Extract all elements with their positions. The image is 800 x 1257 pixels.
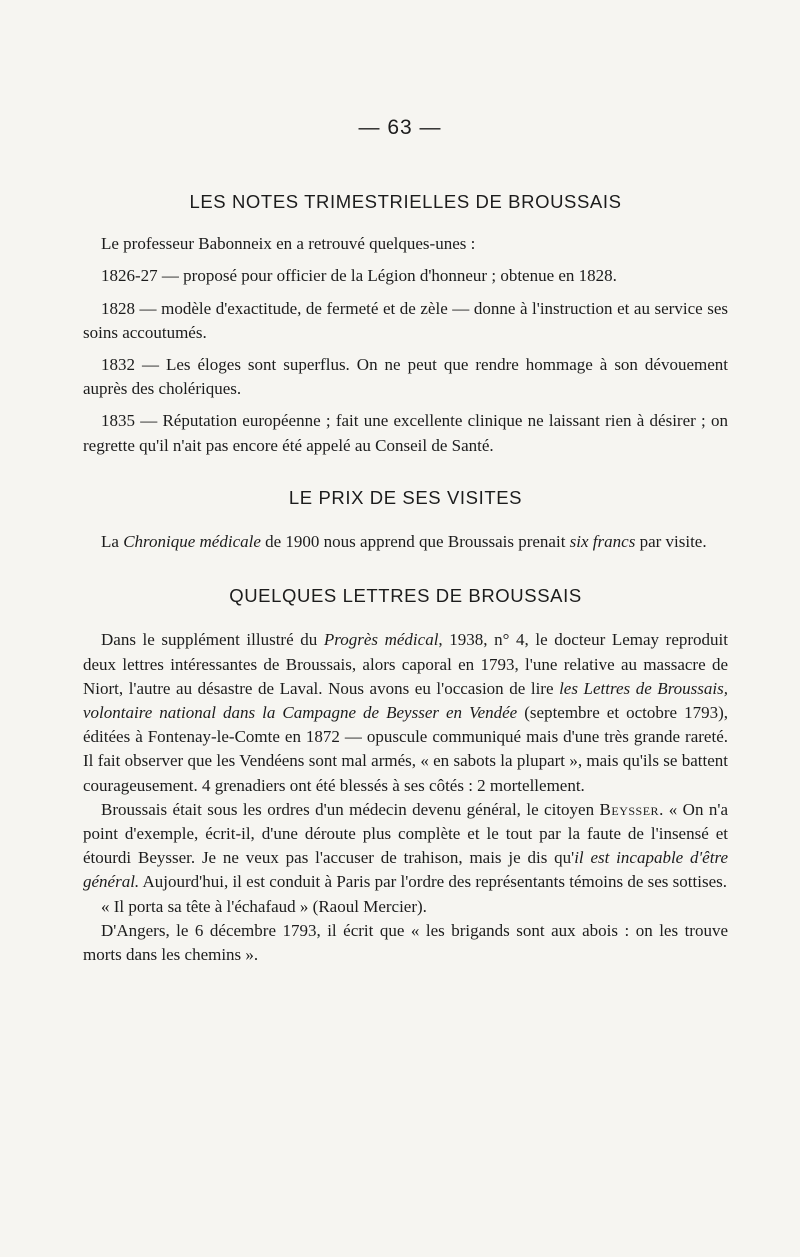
paragraph-supplement xyxy=(83,628,728,797)
page-body xyxy=(83,180,728,967)
paragraph-entry-1828: 1828 — modèle d'exactitude, de fermeté et de zèle — donne à l'instruction et au service ses soins accoutumés. xyxy=(83,298,728,342)
text-run: par visite. xyxy=(635,532,707,552)
paragraph-entry-1826: 1826-27 — proposé pour officier de la Légion d'honneur ; obtenue en 1828. xyxy=(101,266,617,286)
paragraph-entry-1835: 1835 — Réputation européenne ; fait une excellente clinique ne laissant rien à désirer ; on regrette qu'il n'ait pas encore été appelé au Conseil de Santé. xyxy=(83,411,728,455)
name-beysser: Beysser xyxy=(599,799,660,819)
page-number: — 63 — xyxy=(358,116,442,139)
text-run: Aujourd'hui, il est conduit à Paris par l'ordre des représentants témoins de ses sottises. xyxy=(139,872,727,892)
paragraph-intro: Le professeur Babonneix en a retrouvé quelques-unes : xyxy=(101,234,476,254)
text-run: (septembre et octobre 1793), éditées à Fontenay-le-Comte en 1872 — opuscule communiqué mais d'une très grande rareté. Il fait observer que les Vendéens sont mal armés, « en sabots la plupart », mais qu'ils se battent courageusement. 4 grenadiers ont été blessés à ses côtés : 2 mortellement. xyxy=(83,703,728,795)
paragraph-entry-1832: 1832 — Les éloges sont superflus. On ne peut que rendre hommage à son dévouement auprès des cholériques. xyxy=(83,355,728,399)
text-run: Broussais était sous les ordres d'un médecin devenu général, le citoyen xyxy=(101,799,600,819)
section-heading-prix: LE PRIX DE SES VISITES xyxy=(288,486,523,508)
section-heading-notes: LES NOTES TRIMESTRIELLES DE BROUSSAIS xyxy=(189,191,622,212)
text-run: La xyxy=(101,532,124,552)
text-run: , 1938, n° 4, le docteur Lemay reproduit deux lettres intéressantes de Broussais, alors caporal en 1793, l'une relative au massacre de Niort, l'autre au désastre de Laval. Nous avons eu l'occasion de lire xyxy=(83,630,728,698)
title-progres-medical: Progrès médical xyxy=(323,630,439,650)
text-run: Dans le supplément illustré du xyxy=(101,630,324,650)
paragraph-beysser xyxy=(83,798,728,895)
section-heading-lettres: QUELQUES LETTRES DE BROUSSAIS xyxy=(229,585,582,607)
text-run: de 1900 nous apprend que Broussais prenait xyxy=(260,532,570,552)
paragraph-chronique xyxy=(83,530,728,554)
text-run: . « On n'a point d'exemple, écrit-il, d'une déroute plus complète et le tout par la faute de l'insensé et étourdi Beysser. Je ne veux pas l'accuser de trahison, mais je dis qu' xyxy=(83,799,728,868)
title-chronique-medicale: Chronique médicale xyxy=(123,532,261,552)
paragraph-echafaud: « Il porta sa tête à l'échafaud » (Raoul Mercier). xyxy=(101,896,427,916)
title-lettres-de-broussais: les Lettres de Broussais, volontaire national dans la Campagne de Beysser en Vendée xyxy=(83,678,728,723)
emphasis-six-francs: six francs xyxy=(569,532,636,552)
paragraph-angers: D'Angers, le 6 décembre 1793, il écrit que « les brigands sont aux abois : on les trouve morts dans les chemins ». xyxy=(83,920,728,965)
emphasis-incapable: il est incapable d'être général. xyxy=(83,848,728,892)
